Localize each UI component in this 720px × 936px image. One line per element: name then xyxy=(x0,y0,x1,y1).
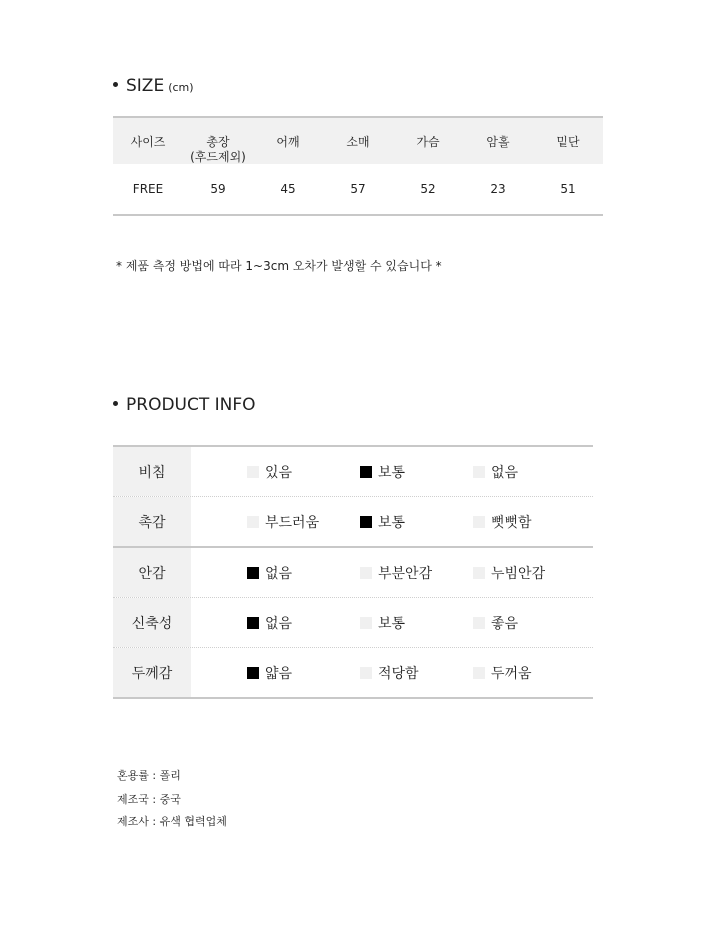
size-title: SIZE xyxy=(126,76,165,96)
option-label: 없음 xyxy=(265,615,293,632)
cell-chest: 52 xyxy=(420,181,436,196)
size-table-header xyxy=(113,118,603,164)
info-label: 안감 xyxy=(113,548,191,597)
option xyxy=(247,497,319,546)
option-label: 있음 xyxy=(265,464,293,481)
product-info-section-title xyxy=(113,395,256,415)
checkbox-icon xyxy=(473,567,485,579)
info-options xyxy=(191,447,593,496)
checkbox-checked-icon xyxy=(247,617,259,629)
option xyxy=(247,447,292,496)
info-label: 두께감 xyxy=(113,648,191,697)
header-sleeve: 소매 xyxy=(346,135,370,149)
material-info: 혼용률 : 폴리 xyxy=(117,769,181,782)
info-options xyxy=(191,548,593,597)
bullet-icon xyxy=(113,401,118,406)
info-row-lining xyxy=(113,548,593,598)
option xyxy=(360,497,405,546)
option-label: 뻣뻣함 xyxy=(491,514,532,531)
option-label: 없음 xyxy=(265,565,293,582)
option-label: 적당함 xyxy=(378,665,419,682)
option xyxy=(360,598,405,647)
cell-size: FREE xyxy=(132,181,164,196)
option xyxy=(360,447,405,496)
checkbox-checked-icon xyxy=(360,466,372,478)
cell-shoulder: 45 xyxy=(280,181,296,196)
info-options xyxy=(191,598,593,647)
info-label: 촉감 xyxy=(113,497,191,546)
checkbox-checked-icon xyxy=(247,667,259,679)
checkbox-icon xyxy=(247,466,259,478)
checkbox-checked-icon xyxy=(360,516,372,528)
info-label: 신축성 xyxy=(113,598,191,647)
info-row-stretch xyxy=(113,598,593,648)
info-row-texture xyxy=(113,497,593,548)
option-label: 부분안감 xyxy=(378,565,433,582)
option-label: 보통 xyxy=(378,514,406,531)
checkbox-icon xyxy=(360,567,372,579)
option xyxy=(247,648,292,697)
header-length-main: 총장 xyxy=(206,135,230,149)
checkbox-icon xyxy=(473,617,485,629)
option-label: 보통 xyxy=(378,464,406,481)
info-options xyxy=(191,648,593,697)
info-row-thickness xyxy=(113,648,593,697)
info-row-sheerness xyxy=(113,447,593,497)
cell-length: 59 xyxy=(210,181,226,196)
option xyxy=(360,548,432,597)
size-section-title xyxy=(113,76,194,96)
measurement-notice: * 제품 측정 방법에 따라 1~3cm 오차가 발생할 수 있습니다 * xyxy=(116,259,442,273)
option-label: 없음 xyxy=(491,464,519,481)
option-label: 두꺼움 xyxy=(491,665,532,682)
option xyxy=(360,648,419,697)
checkbox-icon xyxy=(473,466,485,478)
checkbox-icon xyxy=(473,667,485,679)
option xyxy=(473,648,532,697)
info-options xyxy=(191,497,593,546)
size-table xyxy=(113,116,603,216)
option-label: 부드러움 xyxy=(265,514,320,531)
header-size: 사이즈 xyxy=(130,135,166,149)
bullet-icon xyxy=(113,82,118,87)
header-hem: 밑단 xyxy=(556,135,580,149)
option-label: 얇음 xyxy=(265,665,293,682)
header-chest: 가슴 xyxy=(416,135,440,149)
option xyxy=(247,548,292,597)
size-unit: (cm) xyxy=(168,81,194,94)
origin-info: 제조국 : 중국 xyxy=(117,793,181,806)
checkbox-icon xyxy=(360,667,372,679)
option xyxy=(473,598,518,647)
header-shoulder: 어깨 xyxy=(276,135,300,149)
header-armhole: 암홀 xyxy=(486,135,510,149)
option xyxy=(473,548,545,597)
option xyxy=(247,598,292,647)
product-info-table xyxy=(113,445,593,699)
checkbox-icon xyxy=(473,516,485,528)
info-label: 비침 xyxy=(113,447,191,496)
header-length xyxy=(183,118,253,165)
product-info-title: PRODUCT INFO xyxy=(126,395,256,415)
table-row xyxy=(113,164,603,214)
cell-sleeve: 57 xyxy=(350,181,366,196)
cell-armhole: 23 xyxy=(490,181,506,196)
header-length-sub: (후드제외) xyxy=(190,150,246,164)
option-label: 보통 xyxy=(378,615,406,632)
checkbox-icon xyxy=(360,617,372,629)
option xyxy=(473,497,532,546)
checkbox-icon xyxy=(247,516,259,528)
option xyxy=(473,447,518,496)
option-label: 좋음 xyxy=(491,615,519,632)
option-label: 누빔안감 xyxy=(491,565,546,582)
maker-info: 제조사 : 유색 협력업체 xyxy=(117,815,227,828)
cell-hem: 51 xyxy=(560,181,576,196)
checkbox-checked-icon xyxy=(247,567,259,579)
